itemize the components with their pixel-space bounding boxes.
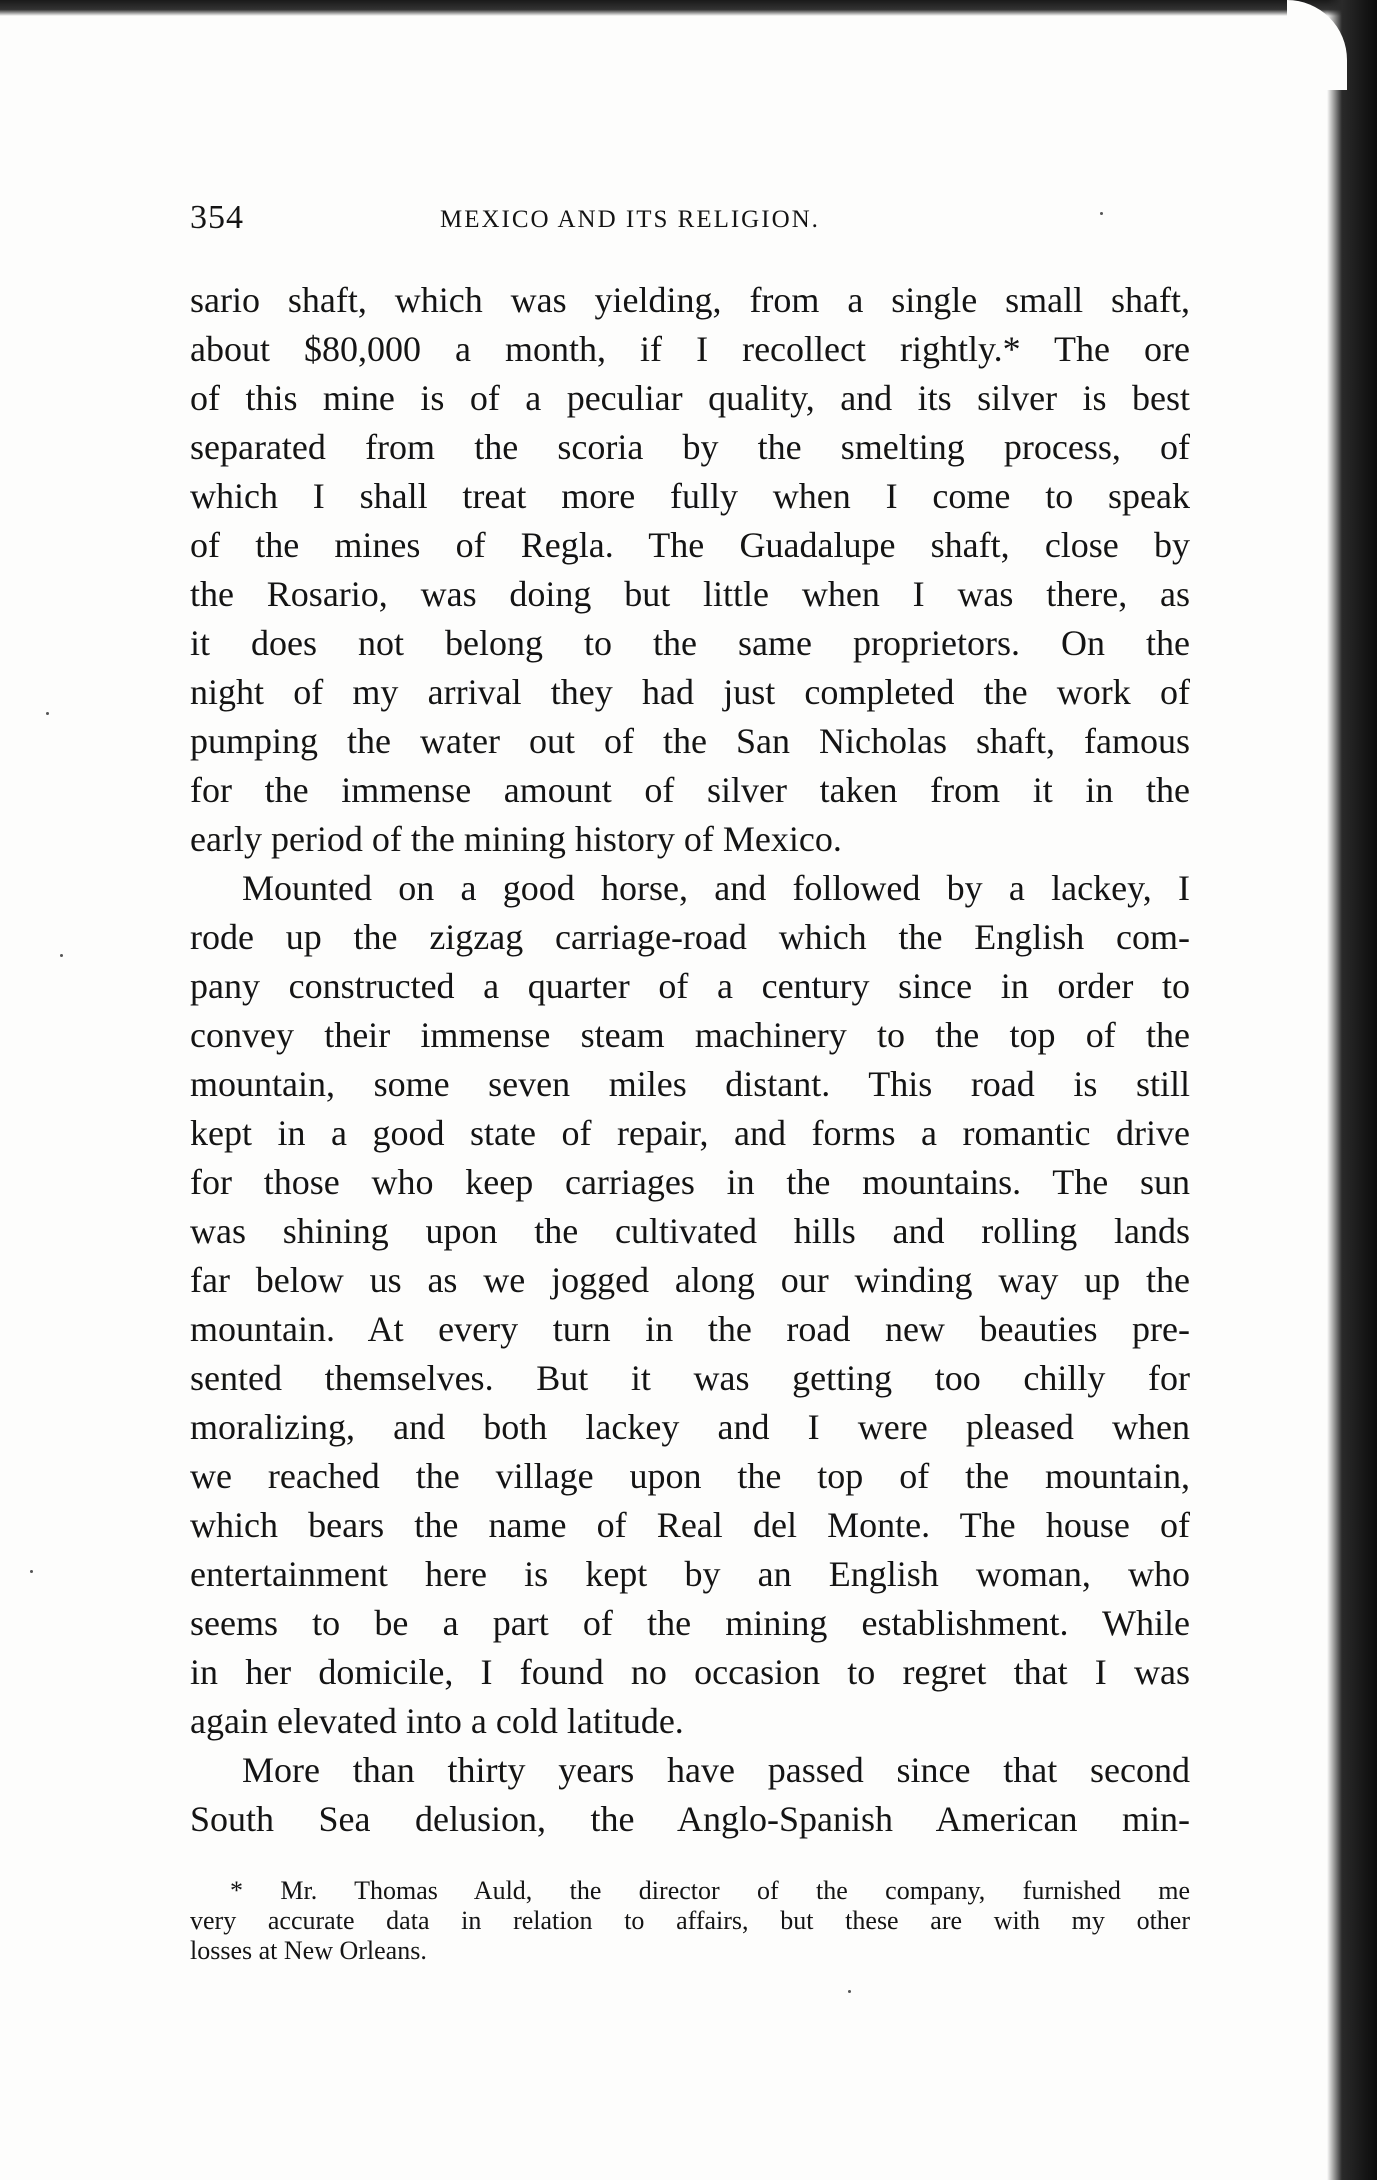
print-speck [1100, 212, 1103, 215]
text-line: convey their immense steam machinery to the top of the [190, 1015, 1190, 1055]
text-line: sario shaft, which was yielding, from a single small shaft, [190, 280, 1190, 320]
text-line: seems to be a part of the mining establishment. While [190, 1603, 1190, 1643]
print-speck [30, 1570, 33, 1573]
print-speck [848, 1990, 851, 1993]
text-line: was shining upon the cultivated hills and rolling lands [190, 1211, 1190, 1251]
text-line: about $80,000 a month, if I recollect rightly.* The ore [190, 329, 1190, 369]
paragraph-end-line: again elevated into a cold latitude. [190, 1701, 684, 1741]
text-line: kept in a good state of repair, and forms a romantic drive [190, 1113, 1190, 1153]
text-line: mountain, some seven miles distant. This road is still [190, 1064, 1190, 1104]
page-top-shadow [0, 0, 1377, 16]
print-speck [60, 954, 63, 957]
text-line: which I shall treat more fully when I come to speak [190, 476, 1190, 516]
print-speck [46, 712, 49, 715]
text-line: of the mines of Regla. The Guadalupe shaft, close by [190, 525, 1190, 565]
page-header [190, 196, 1190, 240]
footnote-line: losses at New Orleans. [190, 1936, 427, 1965]
text-line: entertainment here is kept by an English woman, who [190, 1554, 1190, 1594]
text-line: which bears the name of Real del Monte. The house of [190, 1505, 1190, 1545]
body-text [190, 276, 1190, 1844]
text-line: it does not belong to the same proprietors. On the [190, 623, 1190, 663]
text-line: pany constructed a quarter of a century since in order to [190, 966, 1190, 1006]
text-line: rode up the zigzag carriage-road which the English com- [190, 917, 1190, 957]
text-line: night of my arrival they had just completed the work of [190, 672, 1190, 712]
paragraph-start-line: Mounted on a good horse, and followed by a lackey, I [242, 868, 1190, 908]
text-line: we reached the village upon the top of the mountain, [190, 1456, 1190, 1496]
paragraph-end-line: early period of the mining history of Mexico. [190, 819, 842, 859]
text-line: the Rosario, was doing but little when I was there, as [190, 574, 1190, 614]
text-line: South Sea delusion, the Anglo-Spanish American min- [190, 1799, 1190, 1839]
text-line: mountain. At every turn in the road new beauties pre- [190, 1309, 1190, 1349]
footnote-line: very accurate data in relation to affairs, but these are with my other [190, 1906, 1190, 1935]
text-line: sented themselves. But it was getting too chilly for [190, 1358, 1190, 1398]
text-line: moralizing, and both lackey and I were pleased when [190, 1407, 1190, 1447]
footnote-line: * Mr. Thomas Auld, the director of the company, furnished me [230, 1876, 1190, 1905]
text-line: for those who keep carriages in the mountains. The sun [190, 1162, 1190, 1202]
running-title: MEXICO AND ITS RELIGION. [440, 206, 820, 233]
footnote [190, 1876, 1190, 1966]
page-binding-shadow [1327, 0, 1377, 2180]
text-line: separated from the scoria by the smelting process, of [190, 427, 1190, 467]
page-number: 354 [190, 199, 244, 236]
text-line: of this mine is of a peculiar quality, and its silver is best [190, 378, 1190, 418]
text-line: in her domicile, I found no occasion to regret that I was [190, 1652, 1190, 1692]
text-line: far below us as we jogged along our winding way up the [190, 1260, 1190, 1300]
text-line: for the immense amount of silver taken from it in the [190, 770, 1190, 810]
paragraph-start-line: More than thirty years have passed since that second [242, 1750, 1190, 1790]
text-line: pumping the water out of the San Nicholas shaft, famous [190, 721, 1190, 761]
